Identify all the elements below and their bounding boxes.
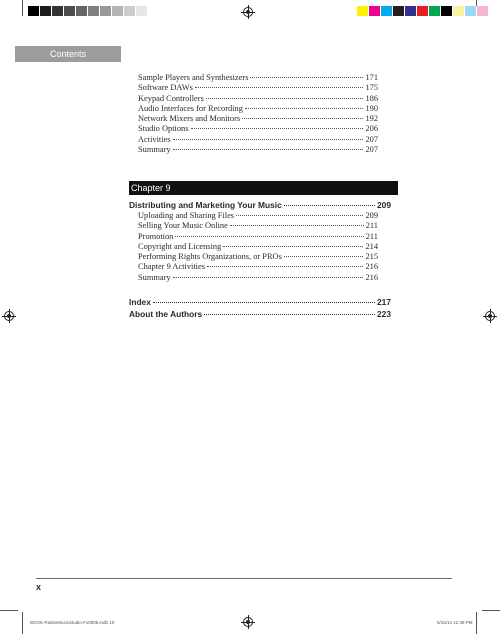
dot-leader: [245, 108, 364, 109]
color-swatch: [64, 6, 76, 16]
slug-line-right: 6/15/14 12:48 PM: [437, 620, 473, 625]
dot-leader: [153, 302, 375, 303]
toc-entry-title: Network Mixers and Monitors: [138, 114, 241, 124]
toc-entry-page: 209: [365, 211, 378, 220]
color-swatch: [429, 6, 441, 16]
color-swatch: [357, 6, 369, 16]
toc-entry[interactable]: [138, 114, 378, 124]
toc-entry[interactable]: [138, 262, 378, 272]
color-swatch: [136, 6, 148, 16]
crop-mark-bottom-left: [22, 612, 23, 634]
footer-rule: [36, 578, 452, 579]
toc-entry-page: 211: [365, 221, 378, 231]
toc-entry-title: Uploading and Sharing Files: [138, 211, 235, 220]
dot-leader: [223, 246, 363, 247]
toc-entry-page: 192: [365, 114, 378, 124]
registration-mark-left: [4, 311, 14, 321]
toc-entry-title: Software DAWs: [138, 83, 193, 93]
toc-entry-title: Studio Options: [138, 124, 189, 134]
chapter-title: Distributing and Marketing Your Music: [129, 200, 282, 210]
toc-entry-title: Copyright and Licensing: [138, 241, 222, 251]
toc-entry-title: Sample Players and Synthesizers: [138, 73, 249, 82]
contents-tab: Contents: [15, 46, 121, 62]
dot-leader: [207, 266, 363, 267]
index-title: Index: [129, 297, 151, 307]
toc-entry-page: 216: [365, 262, 378, 272]
dot-leader: [250, 77, 363, 78]
about-authors-page: 223: [377, 309, 391, 319]
index-entry[interactable]: [129, 297, 391, 308]
color-swatch: [381, 6, 393, 16]
toc-entry-page: 216: [365, 272, 378, 282]
color-swatch: [88, 6, 100, 16]
grayscale-swatch-bar: [28, 6, 160, 16]
toc-entry-page: 215: [365, 252, 378, 262]
color-swatch: [28, 6, 40, 16]
dot-leader: [284, 256, 364, 257]
dot-leader: [191, 128, 364, 129]
toc-section-chapter-9: [138, 211, 378, 283]
toc-entry-page: 175: [365, 83, 378, 93]
toc-entry[interactable]: [138, 211, 378, 221]
page-number: x: [36, 582, 42, 592]
toc-entry-page: 206: [365, 124, 378, 134]
dot-leader: [173, 149, 364, 150]
color-swatch: [52, 6, 64, 16]
toc-entry[interactable]: [138, 83, 378, 93]
color-swatch-bar: [357, 6, 489, 16]
slug-line-left: BOOK-PadsnMusicStudio-Fx0006.indb 10: [30, 620, 115, 625]
color-swatch: [369, 6, 381, 16]
toc-entry-title: Performing Rights Organizations, or PROs: [138, 252, 282, 262]
toc-entry-title: Promotion: [138, 231, 174, 241]
color-swatch: [465, 6, 477, 16]
toc-entry[interactable]: [138, 124, 378, 134]
toc-entry-page: 214: [365, 241, 378, 251]
index-page: 217: [377, 297, 391, 307]
about-authors-entry[interactable]: [129, 309, 391, 320]
dot-leader: [175, 236, 363, 237]
toc-entry-title: Keypad Controllers: [138, 93, 204, 103]
toc-entry-page: 171: [365, 73, 378, 82]
color-swatch: [477, 6, 489, 16]
dot-leader: [284, 205, 375, 206]
toc-entry[interactable]: [138, 73, 378, 83]
chapter-heading-bar: Chapter 9: [129, 181, 398, 195]
chapter-title-entry[interactable]: [129, 200, 391, 211]
toc-entry[interactable]: [138, 94, 378, 104]
toc-entry-page: 186: [365, 93, 378, 103]
dot-leader: [242, 118, 363, 119]
color-swatch: [100, 6, 112, 16]
registration-mark-top: [243, 7, 253, 17]
toc-entry-page: 207: [365, 134, 378, 144]
color-swatch: [441, 6, 453, 16]
color-swatch: [124, 6, 136, 16]
color-swatch: [40, 6, 52, 16]
toc-entry[interactable]: [138, 145, 378, 155]
toc-entry[interactable]: [138, 242, 378, 252]
toc-entry-title: Chapter 9 Activities: [138, 262, 205, 272]
toc-entry-page: 190: [365, 103, 378, 113]
toc-entry[interactable]: [138, 252, 378, 262]
color-swatch: [148, 6, 160, 16]
about-authors-title: About the Authors: [129, 309, 203, 319]
dot-leader: [204, 314, 375, 315]
color-swatch: [417, 6, 429, 16]
dot-leader: [206, 98, 364, 99]
dot-leader: [236, 215, 363, 216]
crop-mark-bottom-right: [476, 612, 477, 634]
toc-entry-title: Summary: [138, 272, 171, 282]
dot-leader: [195, 87, 364, 88]
chapter-title-page: 209: [377, 200, 391, 210]
color-swatch: [76, 6, 88, 16]
toc-entry[interactable]: [138, 221, 378, 231]
toc-entry-page: 211: [365, 231, 378, 241]
color-swatch: [112, 6, 124, 16]
toc-entry-title: Summary: [138, 145, 171, 155]
crop-mark-top-left: [22, 0, 23, 16]
toc-entry[interactable]: [138, 273, 378, 283]
dot-leader: [173, 277, 364, 278]
toc-entry[interactable]: [138, 135, 378, 145]
toc-entry-title: Selling Your Music Online: [138, 221, 228, 231]
toc-entry-page: 207: [365, 145, 378, 155]
color-swatch: [393, 6, 405, 16]
toc-entry[interactable]: [138, 232, 378, 242]
dot-leader: [230, 225, 364, 226]
registration-mark-bottom: [243, 617, 253, 627]
dot-leader: [173, 139, 364, 140]
toc-entry[interactable]: [138, 104, 378, 114]
crop-mark-right-bottom: [482, 610, 500, 611]
crop-mark-left-bottom: [0, 610, 18, 611]
toc-entry-title: Activities: [138, 134, 171, 144]
toc-entry-title: Audio Interfaces for Recording: [138, 103, 243, 113]
toc-section-top: [138, 73, 378, 155]
registration-mark-right: [485, 311, 495, 321]
color-swatch: [453, 6, 465, 16]
color-swatch: [405, 6, 417, 16]
